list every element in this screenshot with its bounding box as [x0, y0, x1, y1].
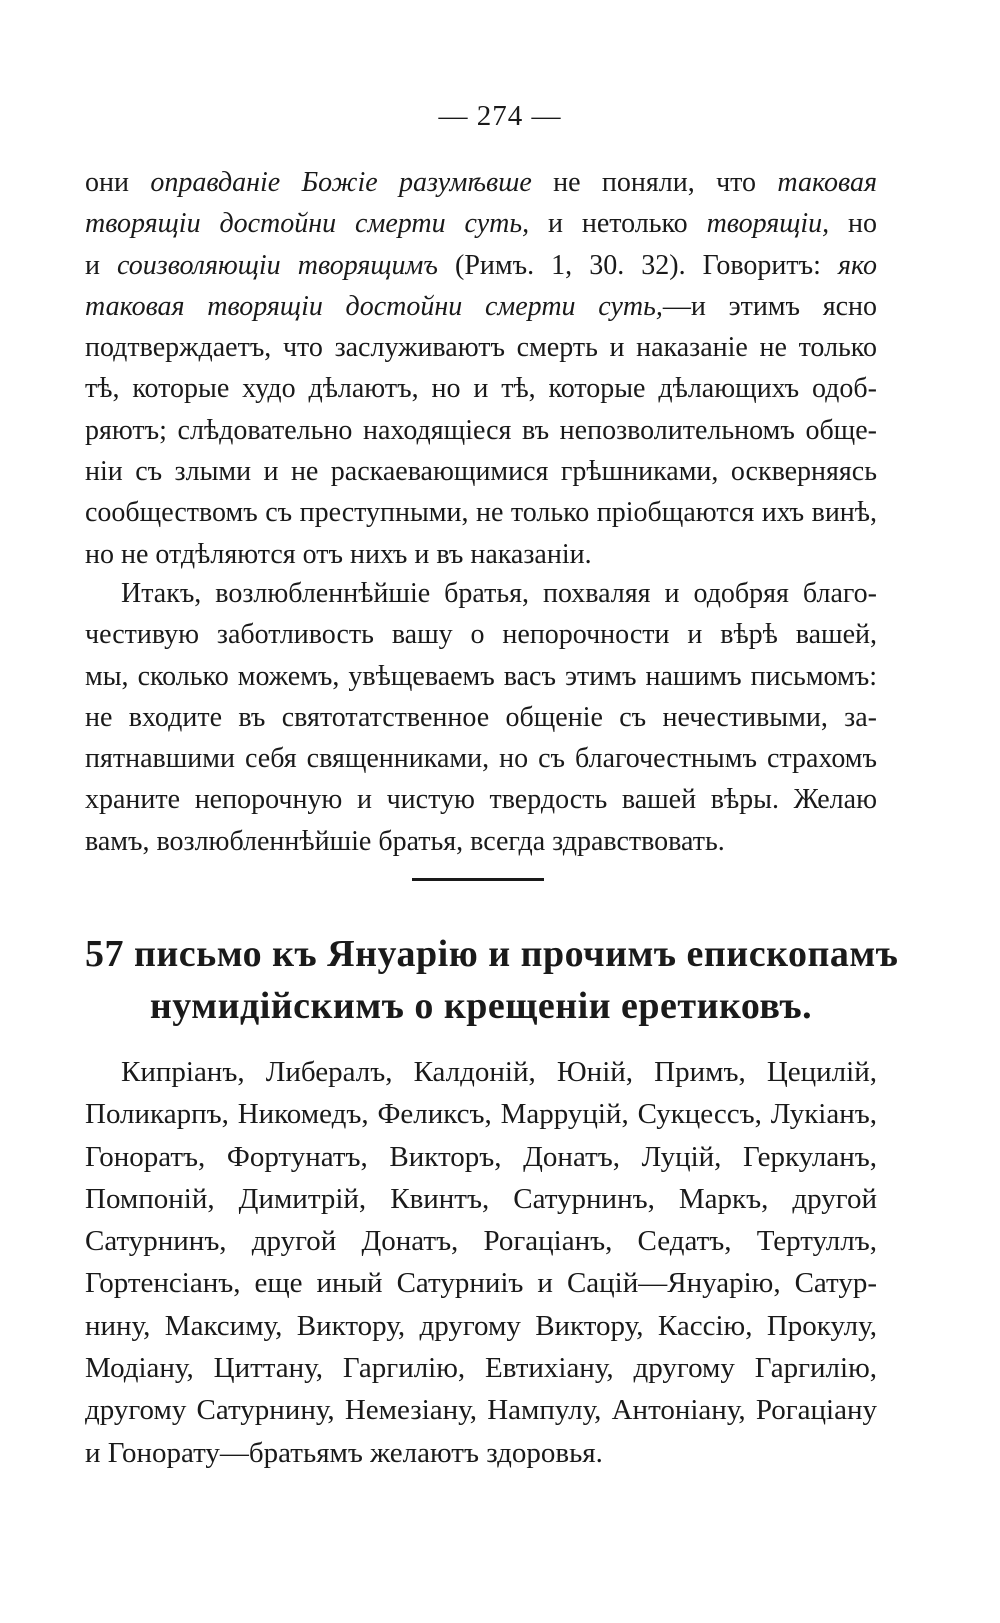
text-run: (Римъ. 1, 30. 32). Говоритъ: — [437, 249, 838, 281]
text-line — [85, 162, 877, 203]
text-line — [85, 492, 877, 533]
text-line — [85, 368, 877, 409]
text-line: Помпоній, Димитрій, Квинтъ, Сатурнинъ, Маркъ, другой — [85, 1182, 877, 1215]
text-line — [85, 286, 877, 327]
text-run: не поняли, что — [531, 167, 778, 198]
text-line: Поликарпъ, Никомедъ, Феликсъ, Марруцій, Сукцессъ, Лукіанъ, — [85, 1098, 877, 1131]
italic-quote: творящіи, — [706, 208, 830, 240]
italic-quote: оправданіе Божіе разумѣвше — [150, 167, 532, 198]
text-line: честивую заботливость вашу о непорочности и вѣрѣ вашей, — [85, 619, 877, 651]
text-line: не входите въ святотатственное общеніе съ нечестивыми, за- — [85, 701, 877, 733]
text-line — [85, 534, 877, 575]
text-line: нину, Максиму, Виктору, другому Виктору, Кассію, Прокулу, — [85, 1309, 877, 1342]
text-run: но — [829, 208, 877, 240]
text-line: Гоноратъ, Фортунатъ, Викторъ, Донатъ, Луцій, Геркуланъ, — [85, 1140, 877, 1173]
text-run: тѣ, которые худо дѣлаютъ, но и тѣ, которые дѣлающихъ одоб- — [85, 373, 877, 405]
text-line: пятнавшими себя священниками, но съ благочестнымъ страхомъ — [85, 743, 877, 775]
text-run: но не отдѣляются отъ нихъ и въ наказаніи. — [85, 538, 592, 570]
text-line: другому Сатурнину, Немезіану, Нампулу, Антоніану, Рогаціану — [85, 1394, 877, 1427]
text-line: Сатурнинъ, другой Донатъ, Рогаціанъ, Седатъ, Тертуллъ, — [85, 1225, 877, 1258]
section-divider — [412, 878, 544, 881]
italic-quote: таковая — [777, 167, 877, 198]
text-run: они — [85, 167, 151, 198]
text-line — [85, 203, 877, 244]
text-line: храните непорочную и чистую твердость вашей вѣры. Желаю — [85, 784, 877, 816]
text-line: и Гонорату—братьямъ желаютъ здоровья. — [85, 1436, 603, 1469]
text-line: Гортенсіанъ, еще иный Сатурниiъ и Сацій—Януарію, Сатур- — [85, 1267, 877, 1300]
paragraph-3 — [85, 1051, 877, 1474]
italic-quote: яко — [837, 249, 877, 281]
text-line: Модіану, Циттану, Гаргилію, Евтихіану, другому Гаргилію, — [85, 1352, 877, 1385]
text-run: подтверждаетъ, что заслуживаютъ смерть и наказаніе не только — [85, 332, 877, 364]
text-run: и нетолько — [529, 208, 707, 240]
text-line — [85, 451, 877, 492]
heading-line-2: нумидійскимъ о крещеніи еретиковъ. — [149, 985, 813, 1027]
paragraph-1 — [85, 162, 877, 575]
paragraph-2 — [85, 573, 877, 862]
text-line — [85, 245, 877, 286]
italic-quote: таковая творящіи достойни смерти суть, — [85, 290, 663, 322]
text-line: мы, сколько можемъ, увѣщеваемъ васъ этимъ нашимъ письмомъ: — [85, 660, 877, 692]
text-line — [85, 327, 877, 368]
italic-quote: соизволяющіи творящимъ — [117, 249, 438, 281]
letter-heading — [85, 928, 899, 1032]
text-run: —и этимъ ясно — [662, 290, 877, 322]
text-line — [85, 410, 877, 451]
text-run: ніи съ злыми и не раскаевающимися грѣшниками, оскверняясь — [85, 456, 877, 488]
text-run: сообществомъ съ преступными, не только пріобщаются ихъ винѣ, — [85, 497, 877, 529]
italic-quote: творящіи достойни смерти суть, — [85, 208, 530, 240]
page-number: — 274 — — [438, 100, 562, 132]
text-line: вамъ, возлюбленнѣйшіе братья, всегда здравствовать. — [85, 825, 725, 857]
heading-line-1: 57 письмо къ Януарію и прочимъ епископамъ — [85, 933, 899, 975]
text-line: Кипріанъ, Либералъ, Калдоній, Юній, Примъ, Цецилій, — [121, 1056, 877, 1088]
text-run: ряютъ; слѣдовательно находящіеся въ непозволительномъ обще- — [85, 414, 877, 446]
text-run: и — [85, 249, 118, 281]
text-line: Итакъ, возлюбленнѣйшіе братья, похваляя и одобряя благо- — [121, 578, 877, 609]
